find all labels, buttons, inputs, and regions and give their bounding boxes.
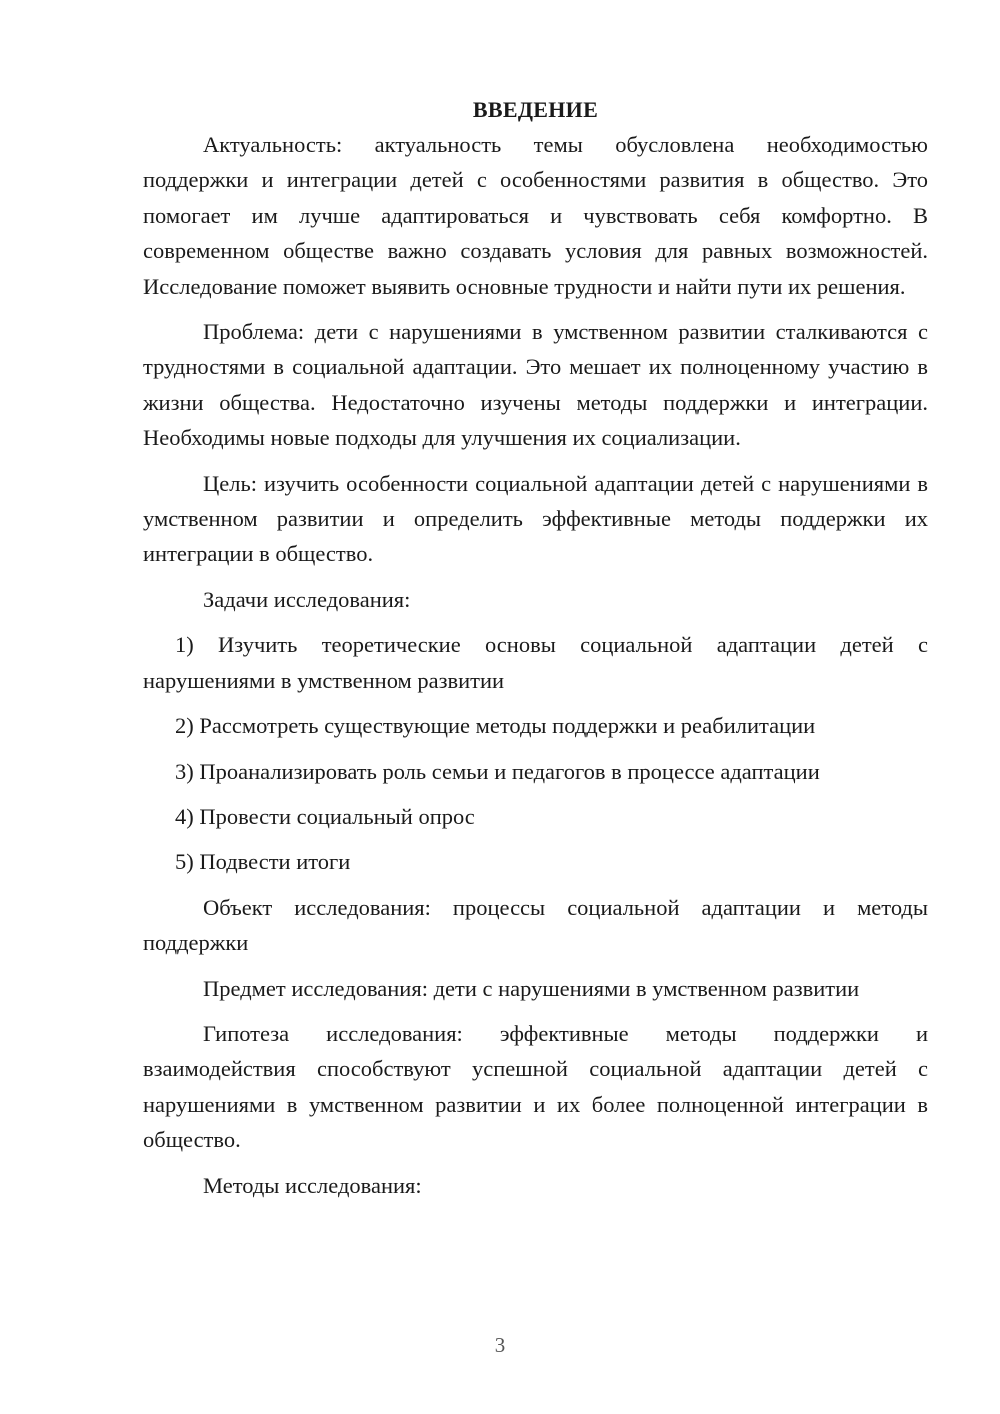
paragraph-object: Объект исследования: процессы социальной адаптации и методы поддержки	[143, 894, 928, 956]
paragraph-hypothesis: Гипотеза исследования: эффективные методы поддержки и взаимодействия способствуют успешной социальной адаптации детей с нарушениями в умственном развитии и их более полноценной интеграции в общество.	[143, 1020, 928, 1153]
list-item: 4) Провести социальный опрос	[175, 803, 475, 829]
list-item: 2) Рассмотреть существующие методы поддержки и реабилитации	[175, 713, 816, 739]
tasks-list	[143, 627, 928, 879]
list-item: 1) Изучить теоретические основы социальной адаптации детей с нарушениями в умственном развитии	[143, 632, 928, 693]
list-item: 5) Подвести итоги	[175, 849, 351, 875]
paragraph-goal: Цель: изучить особенности социальной адаптации детей с нарушениями в умственном развитии и определить эффективные методы поддержки их интеграции в общество.	[143, 470, 928, 567]
tasks-title: Задачи исследования:	[203, 586, 411, 612]
paragraph-problem: Проблема: дети с нарушениями в умственном развитии сталкиваются с трудностями в социальной адаптации. Это мешает их полноценному участию в жизни общества. Недостаточно изучены методы поддержки и интеграции. Необходимы новые подходы для улучшения их социализации.	[143, 319, 928, 451]
section-heading: ВВЕДЕНИЕ	[472, 97, 599, 122]
page-number: 3	[494, 1333, 506, 1357]
paragraph-relevance: Актуальность: актуальность темы обусловлена необходимостью поддержки и интеграции детей с особенностями развития в общество. Это помогает им лучше адаптироваться и чувствовать себя комфортно. В современном обществе важно создавать условия для равных возможностей. Исследование поможет выявить основные трудности и найти пути их решения.	[143, 132, 928, 299]
document-page	[143, 92, 928, 1213]
methods-title: Методы исследования:	[203, 1172, 422, 1198]
paragraph-subject: Предмет исследования: дети с нарушениями в умственном развитии	[203, 975, 860, 1001]
list-item: 3) Проанализировать роль семьи и педагогов в процессе адаптации	[175, 758, 820, 784]
